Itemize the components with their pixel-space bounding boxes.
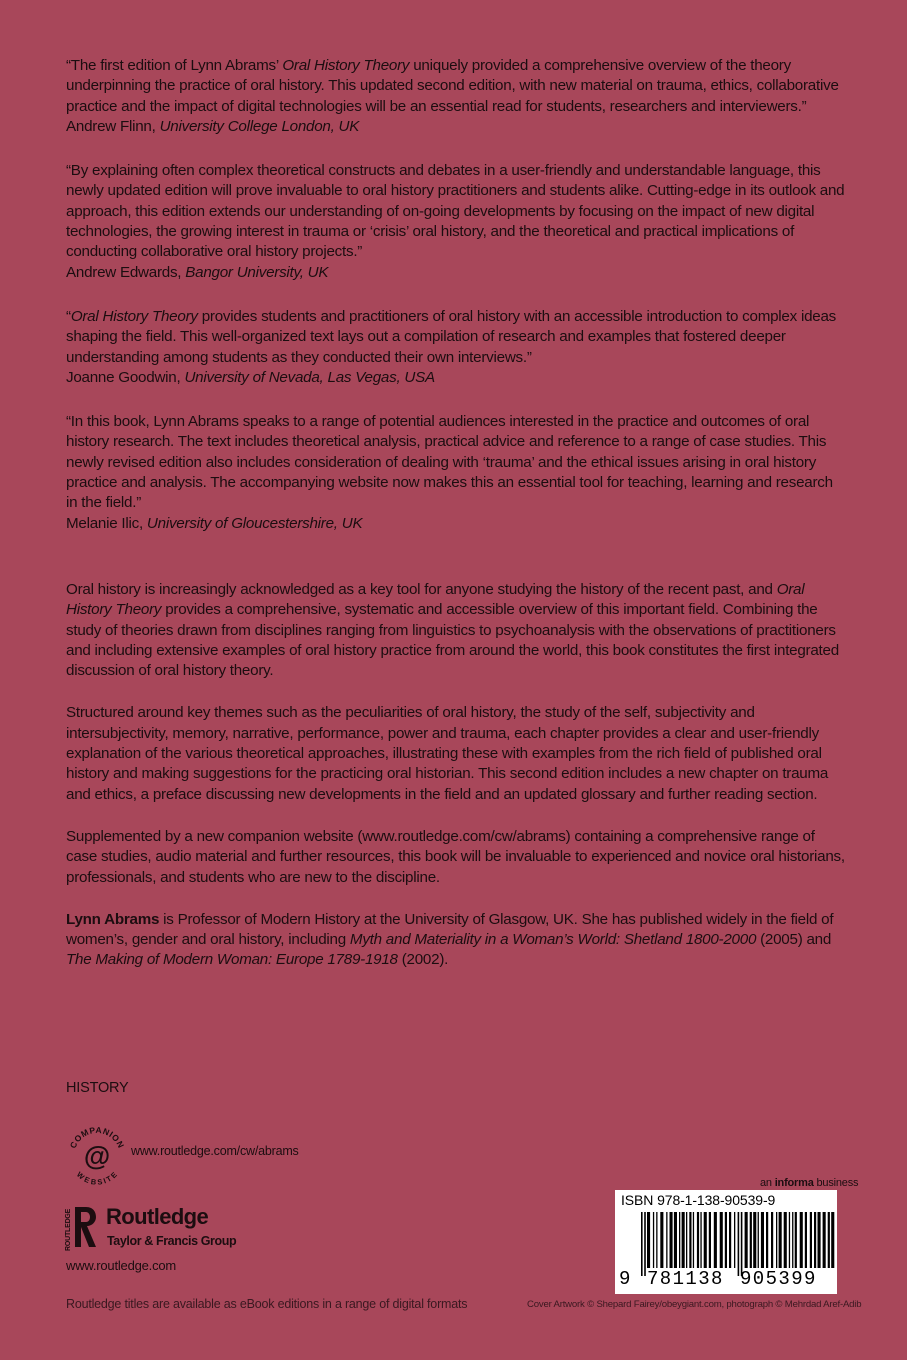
category-label: HISTORY: [66, 1080, 129, 1096]
cover-credit: Cover Artwork © Shepard Fairey/obeygiant.com, photograph © Mehrdad Aref-Adib: [527, 1299, 862, 1310]
barcode-bar: [700, 1212, 701, 1268]
publisher-name: Routledge: [106, 1204, 209, 1229]
barcode-bar: [784, 1212, 787, 1268]
barcode-bar: [653, 1212, 654, 1268]
review-quote: “The first edition of Lynn Abrams’ Oral History Theory uniquely provided a comprehensive overview of the theory underpinning the practice of oral history. This updated second edition, with new material on trauma, ethics, collaborative practice and the impact of digital technologies will be an essential read for students, researchers and interviewers.”: [66, 57, 839, 115]
review-4: [66, 412, 846, 534]
review-3: [66, 307, 846, 388]
barcode-bar: [750, 1212, 752, 1268]
barcode-bar: [697, 1212, 699, 1268]
barcode-bar: [814, 1212, 816, 1268]
barcode-bar: [644, 1212, 646, 1276]
barcode-bar: [656, 1212, 657, 1268]
review-attribution: Joanne Goodwin, University of Nevada, Las Vegas, USA: [66, 368, 435, 386]
review-attribution: Andrew Flinn, University College London, UK: [66, 117, 360, 135]
barcode-group-2: 905399: [740, 1268, 817, 1290]
barcode-bar: [823, 1212, 826, 1268]
barcode-bar: [766, 1212, 768, 1268]
companion-url[interactable]: www.routledge.com/cw/abrams: [131, 1144, 299, 1158]
barcode-bar: [738, 1212, 740, 1276]
back-cover-text: [66, 56, 846, 971]
barcode: [615, 1190, 837, 1294]
barcode-bar: [714, 1212, 717, 1268]
barcode-bar: [679, 1212, 680, 1268]
barcode-bar: [670, 1212, 673, 1268]
barcode-bar: [704, 1212, 707, 1268]
ebook-note: Routledge titles are available as eBook editions in a range of digital formats: [66, 1297, 468, 1311]
barcode-bar: [745, 1212, 748, 1268]
barcode-bar: [674, 1212, 677, 1268]
svg-text:ROUTLEDGE: ROUTLEDGE: [65, 1208, 72, 1251]
barcode-bar: [689, 1212, 691, 1268]
review-attribution: Andrew Edwards, Bangor University, UK: [66, 263, 329, 281]
review-2: [66, 161, 846, 283]
barcode-bar: [831, 1212, 834, 1268]
barcode-group-1: 781138: [647, 1268, 724, 1290]
description-paragraph-1: Oral history is increasingly acknowledged as a key tool for anyone studying the history of the recent past, and Oral History Theory provides a comprehensive, systematic and accessible overview of this important field. Combining the study of theories drawn from disciplines ranging from linguistics to psychoanalysis with the observations of practitioners and including extensive examples of oral history practice from around the world, this book constitutes the first integrated discussion of oral history theory.: [66, 580, 839, 680]
svg-text:WEBSITE: [75, 1170, 119, 1186]
barcode-bar: [779, 1212, 782, 1268]
barcode-bar: [641, 1212, 643, 1276]
publisher-url[interactable]: www.routledge.com: [66, 1258, 177, 1273]
barcode-bar: [805, 1212, 807, 1268]
barcode-bar: [734, 1212, 735, 1268]
barcode-bar: [686, 1212, 687, 1268]
barcode-bar: [660, 1212, 663, 1268]
companion-badge-bottom-text: WEBSITE: [74, 1169, 120, 1186]
barcode-bar: [800, 1212, 803, 1268]
barcode-bar: [709, 1212, 711, 1268]
companion-website-badge: [64, 1120, 130, 1186]
review-quote: “In this book, Lynn Abrams speaks to a range of potential audiences interested in the practice and outcomes of oral history research. The text includes theoretical analysis, practical advice and reference to a range of case studies. This newly revised edition also includes consideration of dealing with ‘trauma’ and the ethical issues arising in oral history practice and analysis. The accompanying website now makes this an essential tool for teaching, learning and research in the field.”: [66, 413, 833, 512]
barcode-bar: [729, 1212, 731, 1268]
barcode-bar: [818, 1212, 821, 1268]
barcode-bar: [741, 1212, 743, 1276]
description-paragraph-2: Structured around key themes such as the peculiarities of oral history, the study of the self, subjectivity and intersubjectivity, memory, narrative, performance, power and trauma, each chapter provides a clear and user-friendly explanation of the various theoretical approaches, illustrating these with examples from the rich field of published oral history and making suggestions for the practicing oral historian. This second edition includes a new chapter on trauma and ethics, a preface discussing new developments in the field and an updated glossary and further reading section.: [66, 704, 829, 803]
barcode-bar: [810, 1212, 812, 1268]
review-quote: “By explaining often complex theoretical constructs and debates in a user-friendly and understandable language, this newly updated edition will prove invaluable to oral history practitioners and students alike. Cutting-edge in its outlook and approach, this edition extends our understanding of on-going developments by focusing on the impact of new digital technologies, the growing interest in trauma or ‘crisis’ oral history, and the theoretical and practical implications of conducting collaborative oral history projects.”: [66, 162, 845, 261]
companion-badge-top-text: COMPANION: [67, 1124, 127, 1150]
barcode-bar: [771, 1212, 773, 1268]
barcode-bar: [828, 1212, 830, 1268]
barcode-lead-digit: 9: [619, 1268, 632, 1290]
barcode-bar: [682, 1212, 685, 1268]
barcode-bar: [761, 1212, 764, 1268]
description: [66, 580, 846, 971]
review-1: [66, 56, 846, 137]
barcode-bar: [753, 1212, 756, 1268]
review-quote: “Oral History Theory provides students and practitioners of oral history with an accessible introduction to complex ideas shaping the field. This well-organized text lays out a compilation of research and examples that fostered deeper understanding among students as they conducted their own interviews.”: [66, 307, 837, 366]
barcode-bar: [789, 1212, 790, 1268]
review-attribution: Melanie Ilic, University of Gloucestershire, UK: [66, 514, 363, 532]
barcode-bar: [693, 1212, 694, 1268]
barcode-bar: [647, 1212, 650, 1268]
barcode-bar: [776, 1212, 777, 1268]
isbn-text: ISBN 978-1-138-90539-9: [621, 1192, 776, 1208]
routledge-r-icon: [64, 1203, 98, 1251]
informa-business: an informa business: [760, 1177, 859, 1189]
barcode-bar: [758, 1212, 759, 1268]
at-icon: @: [83, 1141, 111, 1171]
barcode-bar: [720, 1212, 723, 1268]
barcode-bar: [666, 1212, 667, 1268]
author-bio: Lynn Abrams is Professor of Modern History at the University of Glasgow, UK. She has published widely in the field of women’s, gender and oral history, including Myth and Materiality in a Woman’s World: Shetland 1800-2000 (2005) and The Making of Modern Woman: Europe 1789-1918 (2002).: [66, 910, 834, 969]
barcode-bar: [792, 1212, 793, 1268]
publisher-group: Taylor & Francis Group: [107, 1234, 237, 1248]
barcode-bar: [795, 1212, 797, 1268]
barcode-bar: [725, 1212, 727, 1268]
description-paragraph-3: Supplemented by a new companion website (www.routledge.com/cw/abrams) containing a comprehensive range of case studies, audio material and further resources, this book will be invaluable to experienced and novice oral historians, professionals, and students who are new to the discipline.: [66, 827, 845, 886]
